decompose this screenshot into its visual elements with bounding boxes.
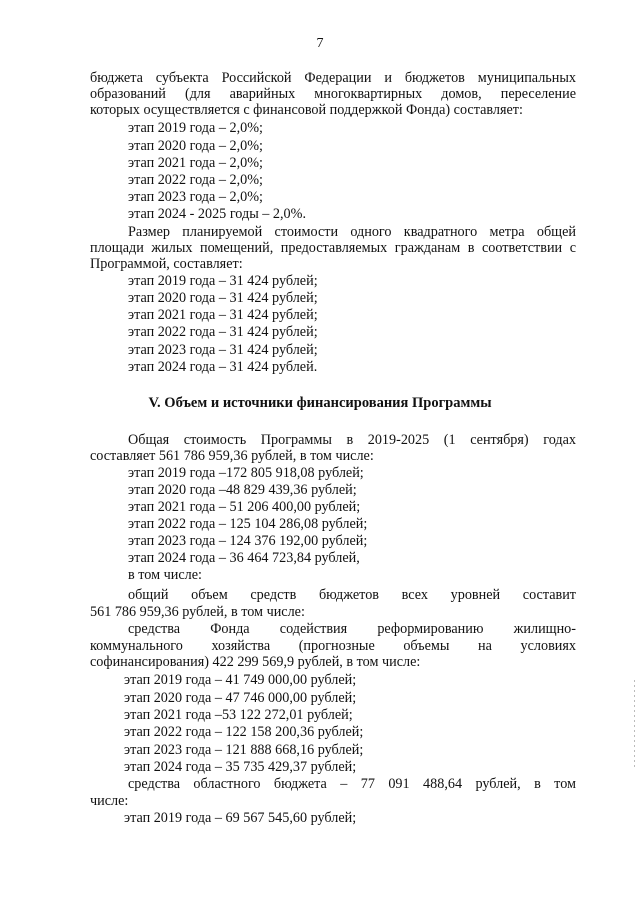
text-line: Общая стоимость Программы в 2019-2025 (1 сентября) годах bbox=[128, 432, 576, 448]
scan-margin-mark bbox=[634, 680, 635, 770]
text-line: средства Фонда содействия реформированию жилищно- bbox=[128, 621, 576, 637]
text-line: составляет 561 786 959,36 рублей, в том числе: bbox=[90, 448, 374, 464]
text-line: этап 2019 года –172 805 918,08 рублей; bbox=[128, 465, 364, 481]
text-line: этап 2022 года – 125 104 286,08 рублей; bbox=[128, 516, 368, 532]
text-line: 561 786 959,36 рублей, в том числе: bbox=[90, 604, 305, 620]
text-line: этап 2019 года – 31 424 рублей; bbox=[128, 273, 318, 289]
text-line: этап 2021 года – 51 206 400,00 рублей; bbox=[128, 499, 361, 515]
text-line: этап 2020 года – 47 746 000,00 рублей; bbox=[124, 690, 357, 706]
text-line: в том числе: bbox=[128, 567, 202, 583]
text-line: этап 2023 года – 121 888 668,16 рублей; bbox=[124, 742, 364, 758]
text-line: этап 2020 года – 31 424 рублей; bbox=[128, 290, 318, 306]
text-line: этап 2024 года – 35 735 429,37 рублей; bbox=[124, 759, 357, 775]
section-heading: V. Объем и источники финансирования Программы bbox=[148, 395, 492, 411]
text-line: софинансирования) 422 299 569,9 рублей, в том числе: bbox=[90, 654, 421, 670]
text-line: этап 2022 года – 31 424 рублей; bbox=[128, 324, 318, 340]
text-line: этап 2023 года – 2,0%; bbox=[128, 189, 263, 205]
text-line: этап 2021 года – 2,0%; bbox=[128, 155, 263, 171]
page-number: 7 bbox=[316, 36, 324, 51]
text-line: этап 2019 года – 69 567 545,60 рублей; bbox=[124, 810, 357, 826]
text-line: этап 2019 года – 41 749 000,00 рублей; bbox=[124, 672, 357, 688]
text-line: бюджета субъекта Российской Федерации и бюджетов муниципальных bbox=[90, 70, 576, 86]
text-line: этап 2023 года – 31 424 рублей; bbox=[128, 342, 318, 358]
text-line: средства областного бюджета – 77 091 488,64 рублей, в том bbox=[128, 776, 576, 792]
text-line: площади жилых помещений, предоставляемых гражданам в соответствии с bbox=[90, 240, 576, 256]
text-line: этап 2022 года – 2,0%; bbox=[128, 172, 263, 188]
text-line: этап 2021 года – 31 424 рублей; bbox=[128, 307, 318, 323]
text-line: Программой, составляет: bbox=[90, 256, 243, 272]
text-line: числе: bbox=[90, 793, 129, 809]
text-line: Размер планируемой стоимости одного квадратного метра общей bbox=[128, 224, 576, 240]
text-line: этап 2019 года – 2,0%; bbox=[128, 120, 263, 136]
text-line: этап 2022 года – 122 158 200,36 рублей; bbox=[124, 724, 364, 740]
text-line: образований (для аварийных многоквартирных домов, переселение bbox=[90, 86, 576, 102]
text-line: этап 2020 года – 2,0%; bbox=[128, 138, 263, 154]
text-line: коммунального хозяйства (прогнозные объемы на условиях bbox=[90, 638, 576, 654]
text-line: этап 2024 года – 31 424 рублей. bbox=[128, 359, 318, 375]
text-line: этап 2021 года –53 122 272,01 рублей; bbox=[124, 707, 353, 723]
text-line: общий объем средств бюджетов всех уровней составит bbox=[128, 587, 576, 603]
text-line: этап 2024 года – 36 464 723,84 рублей, bbox=[128, 550, 360, 566]
text-line: этап 2024 - 2025 годы – 2,0%. bbox=[128, 206, 307, 222]
text-line: этап 2020 года –48 829 439,36 рублей; bbox=[128, 482, 357, 498]
text-line: которых осуществляется с финансовой поддержкой Фонда) составляет: bbox=[90, 102, 523, 118]
text-line: этап 2023 года – 124 376 192,00 рублей; bbox=[128, 533, 368, 549]
